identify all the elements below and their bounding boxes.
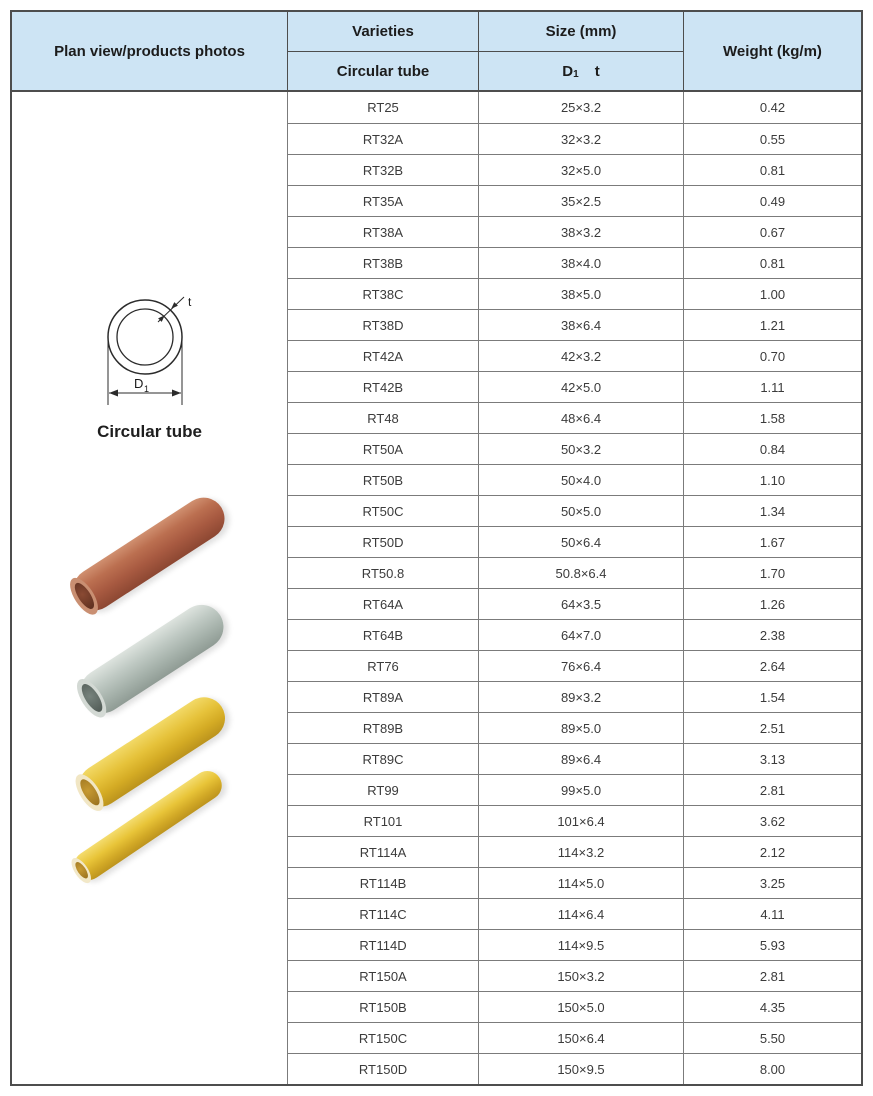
weight-cell: 1.54 [684, 681, 861, 712]
variety-cell: RT35A [288, 185, 479, 216]
size-cell: 114×9.5 [479, 929, 684, 960]
left-panel [12, 92, 288, 1084]
variety-cell: RT32B [288, 154, 479, 185]
weight-cell: 1.34 [684, 495, 861, 526]
header-circular-tube: Circular tube [288, 52, 479, 92]
weight-cell: 0.70 [684, 340, 861, 371]
size-cell: 38×6.4 [479, 309, 684, 340]
variety-cell: RT150A [288, 960, 479, 991]
variety-cell: RT50B [288, 464, 479, 495]
size-cell: 50×3.2 [479, 433, 684, 464]
variety-cell: RT32A [288, 123, 479, 154]
spec-table [10, 10, 863, 1086]
variety-cell: RT50.8 [288, 557, 479, 588]
header-plan-view: Plan view/products photos [12, 12, 288, 92]
weight-cell: 8.00 [684, 1053, 861, 1084]
header-size-mm: Size (mm) [479, 12, 684, 52]
variety-cell: RT50A [288, 433, 479, 464]
variety-cell: RT99 [288, 774, 479, 805]
variety-cell: RT150C [288, 1022, 479, 1053]
size-cell: 89×5.0 [479, 712, 684, 743]
tube-photo-red [65, 490, 232, 619]
size-cell: 38×5.0 [479, 278, 684, 309]
tube-yellow-large-hole [76, 777, 102, 808]
variety-cell: RT114C [288, 898, 479, 929]
tube-red-hole [71, 580, 98, 612]
size-cell: 150×6.4 [479, 1022, 684, 1053]
variety-cell: RT64B [288, 619, 479, 650]
variety-cell: RT42A [288, 340, 479, 371]
variety-cell: RT38B [288, 247, 479, 278]
weight-cell: 0.81 [684, 154, 861, 185]
weight-cell: 3.25 [684, 867, 861, 898]
weight-cell: 2.12 [684, 836, 861, 867]
diagram-caption: Circular tube [97, 422, 202, 441]
variety-cell: RT101 [288, 805, 479, 836]
weight-cell: 1.11 [684, 371, 861, 402]
size-cell: 32×3.2 [479, 123, 684, 154]
arrow-left [109, 390, 118, 397]
d1-subscript: 1 [573, 68, 579, 80]
variety-cell: RT76 [288, 650, 479, 681]
size-cell: 99×5.0 [479, 774, 684, 805]
weight-cell: 2.81 [684, 774, 861, 805]
size-cell: 114×5.0 [479, 867, 684, 898]
size-cell: 42×3.2 [479, 340, 684, 371]
weight-cell: 2.81 [684, 960, 861, 991]
variety-cell: RT50C [288, 495, 479, 526]
d1-symbol: D [562, 62, 574, 80]
weight-cell: 3.62 [684, 805, 861, 836]
weight-cell: 3.13 [684, 743, 861, 774]
size-cell: 150×9.5 [479, 1053, 684, 1084]
d1-label-sub: 1 [144, 384, 150, 394]
size-cell: 114×6.4 [479, 898, 684, 929]
size-cell: 150×5.0 [479, 991, 684, 1022]
variety-cell: RT114A [288, 836, 479, 867]
size-cell: 64×3.5 [479, 588, 684, 619]
weight-cell: 1.00 [684, 278, 861, 309]
size-cell: 50×6.4 [479, 526, 684, 557]
size-cell: 114×3.2 [479, 836, 684, 867]
size-cell: 150×3.2 [479, 960, 684, 991]
size-cell: 64×7.0 [479, 619, 684, 650]
header-weight: Weight (kg/m) [684, 12, 861, 92]
weight-cell: 1.58 [684, 402, 861, 433]
circular-tube-diagram [12, 282, 288, 427]
weight-cell: 2.64 [684, 650, 861, 681]
weight-cell: 2.38 [684, 619, 861, 650]
weight-cell: 5.50 [684, 1022, 861, 1053]
weight-cell: 0.49 [684, 185, 861, 216]
weight-cell: 4.11 [684, 898, 861, 929]
d1-label: D [134, 376, 144, 391]
thickness-arrow-outer [171, 302, 178, 309]
tube-red-end-cap [65, 573, 104, 619]
outer-circle [108, 300, 182, 374]
variety-cell: RT50D [288, 526, 479, 557]
weight-cell: 1.21 [684, 309, 861, 340]
inner-circle [117, 309, 173, 365]
size-cell: 32×5.0 [479, 154, 684, 185]
tube-yellow-large-end-cap [70, 770, 109, 816]
size-cell: 42×5.0 [479, 371, 684, 402]
size-cell: 50.8×6.4 [479, 557, 684, 588]
weight-cell: 1.67 [684, 526, 861, 557]
weight-cell: 1.70 [684, 557, 861, 588]
variety-cell: RT114D [288, 929, 479, 960]
t-symbol: t [594, 62, 600, 80]
variety-cell: RT25 [288, 92, 479, 123]
header-d1-t [479, 52, 684, 92]
variety-cell: RT42B [288, 371, 479, 402]
size-cell: 89×3.2 [479, 681, 684, 712]
weight-cell: 1.10 [684, 464, 861, 495]
variety-cell: RT89B [288, 712, 479, 743]
weight-cell: 0.67 [684, 216, 861, 247]
variety-cell: RT89C [288, 743, 479, 774]
variety-cell: RT38A [288, 216, 479, 247]
size-cell: 38×3.2 [479, 216, 684, 247]
weight-cell: 2.51 [684, 712, 861, 743]
size-cell: 76×6.4 [479, 650, 684, 681]
size-cell: 38×4.0 [479, 247, 684, 278]
weight-cell: 0.84 [684, 433, 861, 464]
size-cell: 48×6.4 [479, 402, 684, 433]
weight-cell: 5.93 [684, 929, 861, 960]
size-cell: 101×6.4 [479, 805, 684, 836]
variety-cell: RT64A [288, 588, 479, 619]
weight-cell: 4.35 [684, 991, 861, 1022]
size-cell: 89×6.4 [479, 743, 684, 774]
variety-cell: RT38C [288, 278, 479, 309]
variety-cell: RT150B [288, 991, 479, 1022]
variety-cell: RT114B [288, 867, 479, 898]
weight-cell: 0.55 [684, 123, 861, 154]
tube-gray-end-cap [71, 674, 112, 722]
tube-gray-hole [78, 681, 106, 715]
variety-cell: RT150D [288, 1053, 479, 1084]
size-cell: 25×3.2 [479, 92, 684, 123]
header-varieties: Varieties [288, 12, 479, 52]
variety-cell: RT48 [288, 402, 479, 433]
size-cell: 50×4.0 [479, 464, 684, 495]
variety-cell: RT89A [288, 681, 479, 712]
weight-cell: 0.42 [684, 92, 861, 123]
t-label: t [188, 295, 192, 309]
size-cell: 35×2.5 [479, 185, 684, 216]
variety-cell: RT38D [288, 309, 479, 340]
weight-cell: 0.81 [684, 247, 861, 278]
size-cell: 50×5.0 [479, 495, 684, 526]
tube-yellow-small-end-cap [68, 855, 95, 886]
arrow-right [172, 390, 181, 397]
weight-cell: 1.26 [684, 588, 861, 619]
tube-yellow-small-hole [73, 860, 90, 880]
